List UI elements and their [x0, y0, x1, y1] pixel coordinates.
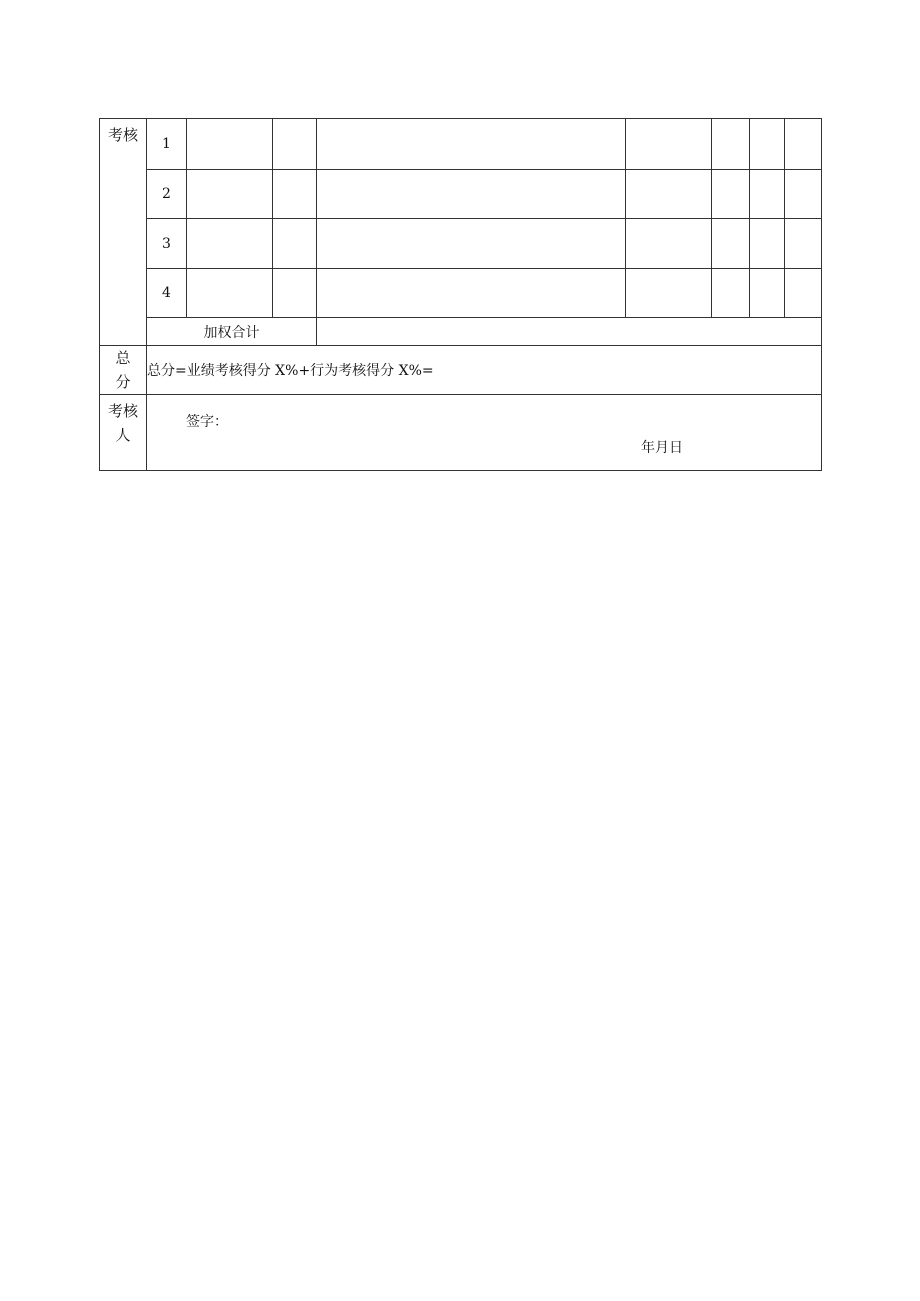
- total-score-formula: 总分=业绩考核得分 X%+行为考核得分 X%=: [147, 346, 822, 395]
- weight-cell[interactable]: [273, 170, 317, 219]
- description-cell[interactable]: [317, 170, 626, 219]
- table-row: [100, 170, 822, 219]
- score-cell[interactable]: [712, 170, 750, 219]
- row-index-cell: 1: [147, 119, 187, 170]
- row-index-cell: 3: [147, 219, 187, 269]
- total-score-row: [100, 346, 822, 395]
- row-index-cell: 4: [147, 269, 187, 318]
- description-cell[interactable]: [317, 219, 626, 269]
- score-cell[interactable]: [785, 269, 822, 318]
- score-cell[interactable]: [750, 119, 785, 170]
- score-cell[interactable]: [785, 119, 822, 170]
- assessor-row: [100, 395, 822, 471]
- date-label: 年月日: [641, 440, 683, 456]
- score-cell[interactable]: [785, 170, 822, 219]
- item-cell[interactable]: [187, 269, 273, 318]
- score-cell[interactable]: [785, 219, 822, 269]
- score-cell[interactable]: [712, 119, 750, 170]
- weighted-total-row: [100, 318, 822, 346]
- target-cell[interactable]: [626, 269, 712, 318]
- target-cell[interactable]: [626, 170, 712, 219]
- item-cell[interactable]: [187, 119, 273, 170]
- target-cell[interactable]: [626, 119, 712, 170]
- score-cell[interactable]: [712, 269, 750, 318]
- weight-cell[interactable]: [273, 269, 317, 318]
- score-cell[interactable]: [712, 219, 750, 269]
- assessment-form-table: [99, 118, 822, 471]
- item-cell[interactable]: [187, 170, 273, 219]
- section-label-text: 考核: [108, 126, 139, 144]
- total-label-text: 总分: [115, 349, 131, 391]
- row-index-cell: 2: [147, 170, 187, 219]
- weighted-total-value-cell[interactable]: [317, 318, 822, 346]
- item-cell[interactable]: [187, 219, 273, 269]
- total-score-label: [100, 346, 147, 395]
- table-row: [100, 269, 822, 318]
- table-row: [100, 119, 822, 170]
- description-cell[interactable]: [317, 269, 626, 318]
- signature-cell[interactable]: [147, 395, 822, 471]
- weight-cell[interactable]: [273, 119, 317, 170]
- score-cell[interactable]: [750, 269, 785, 318]
- weighted-total-label: 加权合计: [147, 318, 317, 346]
- target-cell[interactable]: [626, 219, 712, 269]
- signature-label: 签字：: [186, 414, 228, 430]
- description-cell[interactable]: [317, 119, 626, 170]
- weight-cell[interactable]: [273, 219, 317, 269]
- assessor-label-text: 考核人: [107, 402, 138, 444]
- assessor-label: [100, 395, 147, 471]
- score-cell[interactable]: [750, 219, 785, 269]
- assessment-section-label: [100, 119, 147, 346]
- score-cell[interactable]: [750, 170, 785, 219]
- table-row: [100, 219, 822, 269]
